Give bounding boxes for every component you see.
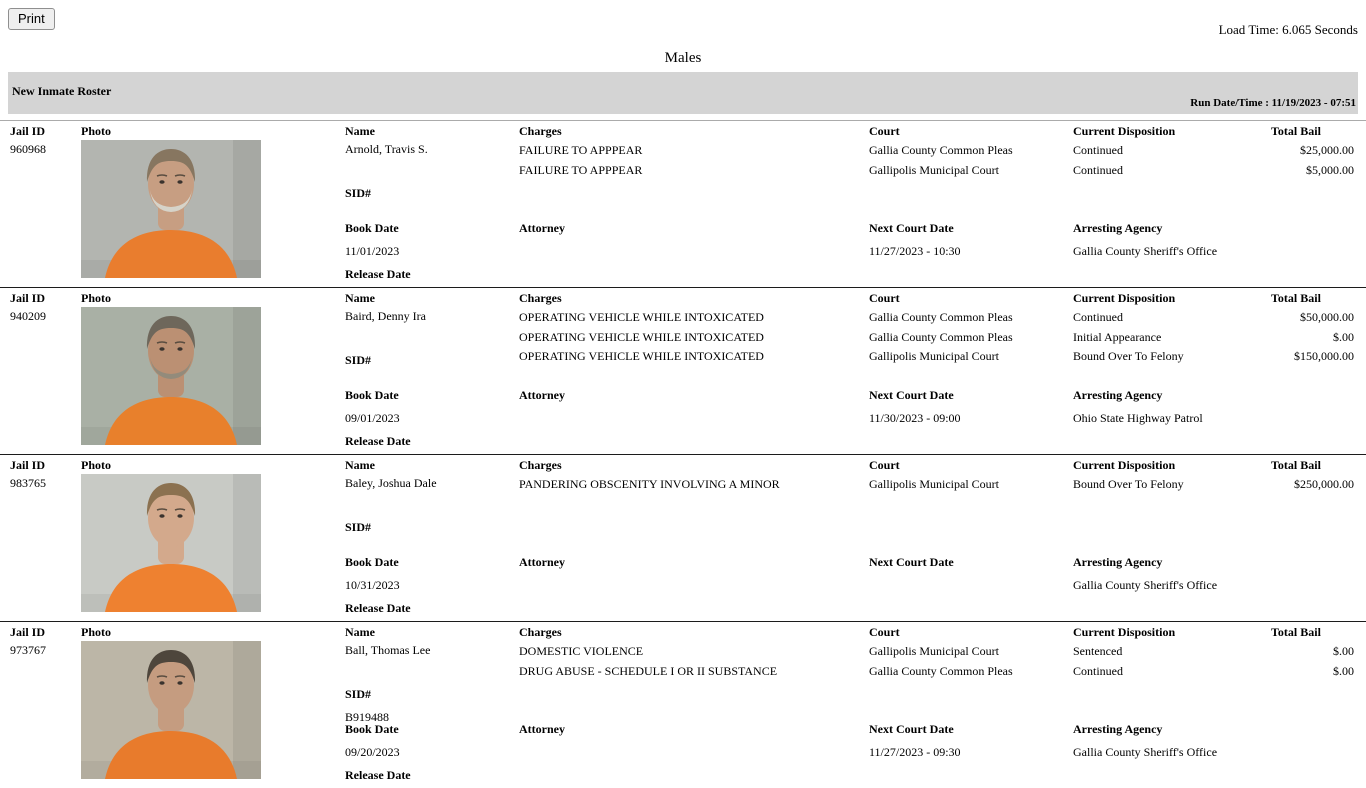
sid-label: SID# [345, 687, 372, 701]
inmate-records-list [0, 120, 1366, 788]
court-header: Court [869, 458, 900, 472]
charge-bail: $250,000.00 [1294, 477, 1354, 491]
charges-header: Charges [519, 124, 562, 138]
mugshot-photo [81, 641, 261, 779]
book-date-label: Book Date [345, 388, 399, 402]
print-button[interactable]: Print [8, 8, 55, 30]
current-disposition-header: Current Disposition [1073, 458, 1176, 472]
load-time-text: Load Time: 6.065 Seconds [1218, 22, 1358, 37]
attorney-label: Attorney [519, 221, 565, 235]
next-court-date-label: Next Court Date [869, 555, 954, 569]
charge-bail: $.00 [1333, 330, 1354, 344]
arresting-agency-label: Arresting Agency [1073, 221, 1163, 235]
charge-text: DRUG ABUSE - SCHEDULE I OR II SUBSTANCE [519, 664, 778, 678]
charge-disposition: Continued [1073, 163, 1123, 177]
next-court-date-value: 11/30/2023 - 09:00 [869, 411, 961, 425]
jail-id-header: Jail ID [10, 291, 46, 305]
charges-header: Charges [519, 291, 562, 305]
next-court-date-label: Next Court Date [869, 388, 954, 402]
jail-id-value: 973767 [10, 643, 46, 657]
photo-header: Photo [81, 458, 111, 472]
charge-bail: $50,000.00 [1300, 310, 1354, 324]
charge-court: Gallia County Common Pleas [869, 664, 1013, 678]
book-date-label: Book Date [345, 722, 399, 736]
charge-bail: $.00 [1333, 664, 1354, 678]
name-header: Name [345, 625, 375, 639]
book-date-value: 10/31/2023 [345, 578, 400, 592]
book-date-value: 09/01/2023 [345, 411, 400, 425]
total-bail-header: Total Bail [1271, 458, 1321, 472]
charge-text: OPERATING VEHICLE WHILE INTOXICATED [519, 330, 764, 344]
charge-bail: $150,000.00 [1294, 349, 1354, 363]
inmate-record [0, 454, 1366, 621]
jail-id-value: 960968 [10, 142, 46, 156]
charge-court: Gallipolis Municipal Court [869, 477, 999, 491]
jail-id-value: 983765 [10, 476, 46, 490]
court-header: Court [869, 291, 900, 305]
book-date-label: Book Date [345, 221, 399, 235]
court-header: Court [869, 124, 900, 138]
charge-text: OPERATING VEHICLE WHILE INTOXICATED [519, 349, 764, 363]
charge-text: DOMESTIC VIOLENCE [519, 644, 644, 658]
report-header-bar [8, 72, 1358, 114]
next-court-date-label: Next Court Date [869, 221, 954, 235]
jail-id-header: Jail ID [10, 124, 46, 138]
charge-disposition: Bound Over To Felony [1073, 477, 1184, 491]
arresting-agency-value: Gallia County Sheriff's Office [1073, 578, 1218, 592]
charge-disposition: Sentenced [1073, 644, 1123, 658]
charge-bail: $25,000.00 [1300, 143, 1354, 157]
inmate-record [0, 621, 1366, 788]
next-court-date-value: 11/27/2023 - 09:30 [869, 745, 961, 759]
name-header: Name [345, 124, 375, 138]
charge-court: Gallia County Common Pleas [869, 310, 1013, 324]
charge-court: Gallipolis Municipal Court [869, 349, 999, 363]
release-date-label: Release Date [345, 601, 411, 615]
photo-header: Photo [81, 625, 111, 639]
charge-disposition: Continued [1073, 664, 1123, 678]
current-disposition-header: Current Disposition [1073, 124, 1176, 138]
run-datetime: Run Date/Time : 11/19/2023 - 07:51 [1190, 97, 1356, 109]
roster-title: New Inmate Roster [12, 84, 112, 98]
photo-header: Photo [81, 124, 111, 138]
charge-text: PANDERING OBSCENITY INVOLVING A MINOR [519, 477, 780, 491]
release-date-label: Release Date [345, 434, 411, 448]
arresting-agency-value: Gallia County Sheriff's Office [1073, 244, 1218, 258]
charge-bail: $5,000.00 [1306, 163, 1354, 177]
charge-disposition: Continued [1073, 143, 1123, 157]
inmate-name: Ball, Thomas Lee [345, 643, 431, 657]
total-bail-header: Total Bail [1271, 291, 1321, 305]
inmate-name: Baley, Joshua Dale [345, 476, 437, 490]
book-date-value: 11/01/2023 [345, 244, 400, 258]
sid-label: SID# [345, 353, 372, 367]
sid-label: SID# [345, 186, 372, 200]
inmate-record [0, 287, 1366, 454]
charge-disposition: Initial Appearance [1073, 330, 1162, 344]
attorney-label: Attorney [519, 722, 565, 736]
total-bail-header: Total Bail [1271, 625, 1321, 639]
current-disposition-header: Current Disposition [1073, 625, 1176, 639]
charge-court: Gallia County Common Pleas [869, 330, 1013, 344]
charge-disposition: Continued [1073, 310, 1123, 324]
arresting-agency-label: Arresting Agency [1073, 388, 1163, 402]
book-date-label: Book Date [345, 555, 399, 569]
arresting-agency-value: Ohio State Highway Patrol [1073, 411, 1203, 425]
next-court-date-label: Next Court Date [869, 722, 954, 736]
charge-text: FAILURE TO APPPEAR [519, 163, 643, 177]
charge-court: Gallipolis Municipal Court [869, 644, 999, 658]
attorney-label: Attorney [519, 388, 565, 402]
jail-id-header: Jail ID [10, 458, 46, 472]
release-date-label: Release Date [345, 267, 411, 281]
page-title: Males [664, 50, 702, 66]
charges-header: Charges [519, 625, 562, 639]
inmate-name: Arnold, Travis S. [345, 142, 428, 156]
jail-id-value: 940209 [10, 309, 46, 323]
charge-bail: $.00 [1333, 644, 1354, 658]
charge-text: FAILURE TO APPPEAR [519, 143, 643, 157]
court-header: Court [869, 625, 900, 639]
charge-text: OPERATING VEHICLE WHILE INTOXICATED [519, 310, 764, 324]
name-header: Name [345, 291, 375, 305]
photo-header: Photo [81, 291, 111, 305]
charges-header: Charges [519, 458, 562, 472]
mugshot-photo [81, 140, 261, 278]
sid-value: B919488 [345, 710, 390, 724]
attorney-label: Attorney [519, 555, 565, 569]
charge-court: Gallia County Common Pleas [869, 143, 1013, 157]
arresting-agency-value: Gallia County Sheriff's Office [1073, 745, 1218, 759]
arresting-agency-label: Arresting Agency [1073, 722, 1163, 736]
inmate-record [0, 120, 1366, 287]
charge-disposition: Bound Over To Felony [1073, 349, 1184, 363]
next-court-date-value: 11/27/2023 - 10:30 [869, 244, 961, 258]
charge-court: Gallipolis Municipal Court [869, 163, 999, 177]
current-disposition-header: Current Disposition [1073, 291, 1176, 305]
arresting-agency-label: Arresting Agency [1073, 555, 1163, 569]
release-date-label: Release Date [345, 768, 411, 782]
jail-id-header: Jail ID [10, 625, 46, 639]
name-header: Name [345, 458, 375, 472]
sid-label: SID# [345, 520, 372, 534]
inmate-name: Baird, Denny Ira [345, 309, 426, 323]
book-date-value: 09/20/2023 [345, 745, 400, 759]
mugshot-photo [81, 307, 261, 445]
total-bail-header: Total Bail [1271, 124, 1321, 138]
mugshot-photo [81, 474, 261, 612]
